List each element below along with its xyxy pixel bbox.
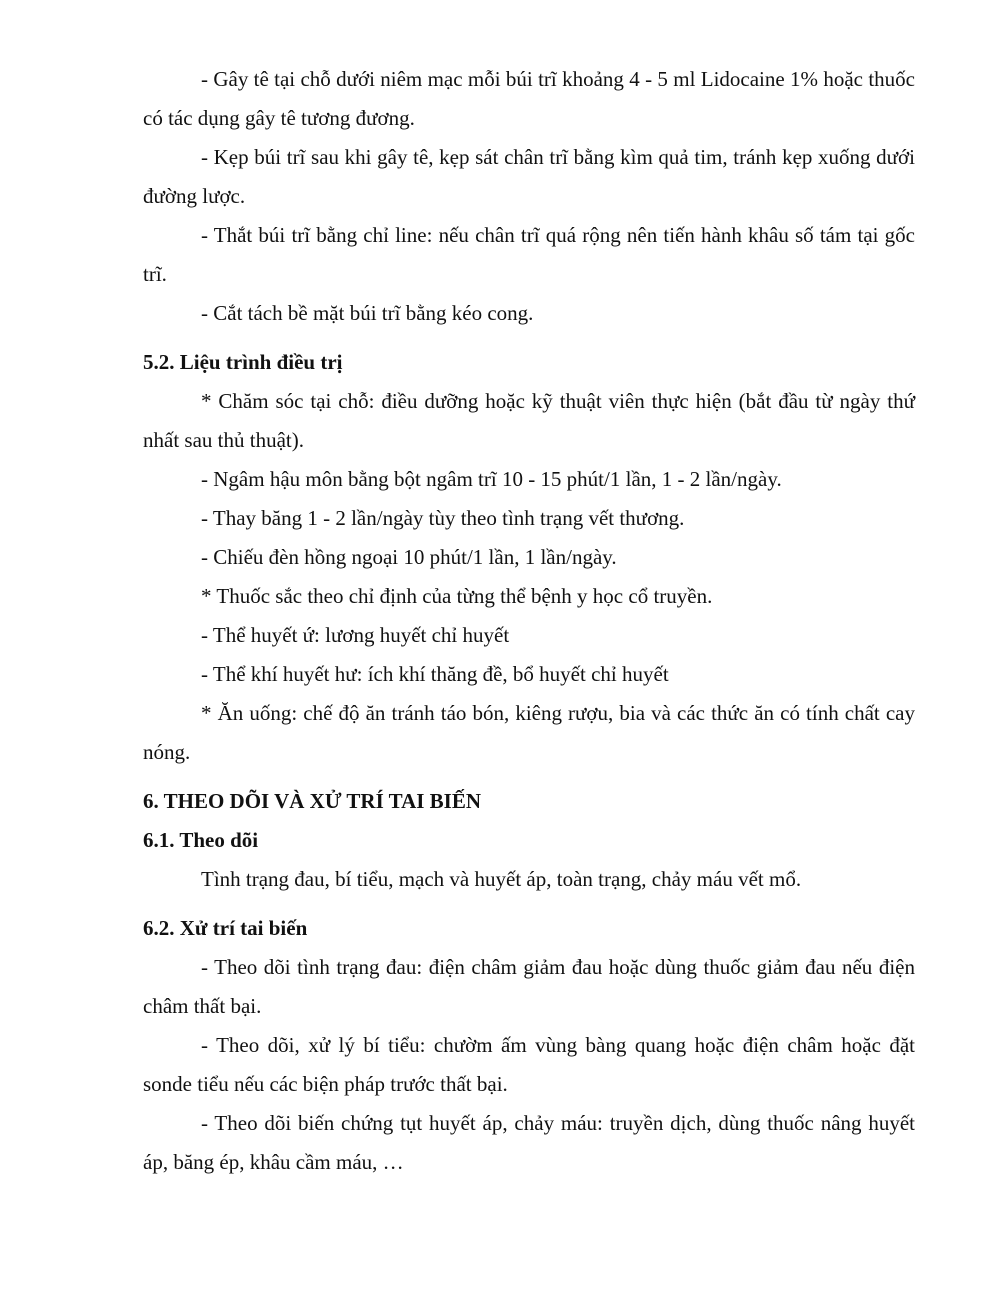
paragraph: - Thể khí huyết hư: ích khí thăng đề, bổ huyết chỉ huyết bbox=[201, 662, 669, 686]
paragraph: - Theo dõi tình trạng đau: điện châm giảm đau hoặc dùng thuốc giảm đau nếu điện châm thất bại. bbox=[143, 955, 915, 1018]
paragraph: - Kẹp búi trĩ sau khi gây tê, kẹp sát chân trĩ bằng kìm quả tim, tránh kẹp xuống dưới đường lược. bbox=[143, 145, 915, 208]
paragraph: - Theo dõi, xử lý bí tiểu: chườm ấm vùng bàng quang hoặc điện châm hoặc đặt sonde tiểu nếu các biện pháp trước thất bại. bbox=[143, 1033, 915, 1096]
paragraph: - Ngâm hậu môn bằng bột ngâm trĩ 10 - 15 phút/1 lần, 1 - 2 lần/ngày. bbox=[201, 467, 782, 491]
section-heading-6: 6. THEO DÕI VÀ XỬ TRÍ TAI BIẾN bbox=[143, 789, 482, 813]
paragraph: * Thuốc sắc theo chỉ định của từng thể bệnh y học cổ truyền. bbox=[201, 584, 713, 608]
document-page bbox=[143, 60, 915, 1182]
paragraph: * Ăn uống: chế độ ăn tránh táo bón, kiêng rượu, bia và các thức ăn có tính chất cay nóng. bbox=[143, 701, 915, 764]
paragraph: - Chiếu đèn hồng ngoại 10 phút/1 lần, 1 lần/ngày. bbox=[201, 545, 617, 569]
paragraph: * Chăm sóc tại chỗ: điều dưỡng hoặc kỹ thuật viên thực hiện (bắt đầu từ ngày thứ nhất sau thủ thuật). bbox=[143, 389, 915, 452]
section-heading-6-1: 6.1. Theo dõi bbox=[143, 828, 259, 852]
paragraph: - Thể huyết ứ: lương huyết chỉ huyết bbox=[201, 623, 510, 647]
paragraph: - Theo dõi biến chứng tụt huyết áp, chảy máu: truyền dịch, dùng thuốc nâng huyết áp, băng ép, khâu cầm máu, … bbox=[143, 1111, 915, 1174]
paragraph: - Thay băng 1 - 2 lần/ngày tùy theo tình trạng vết thương. bbox=[201, 506, 685, 530]
paragraph: Tình trạng đau, bí tiểu, mạch và huyết áp, toàn trạng, chảy máu vết mổ. bbox=[201, 867, 802, 891]
section-heading-6-2: 6.2. Xử trí tai biến bbox=[143, 916, 308, 940]
paragraph: - Gây tê tại chỗ dưới niêm mạc mỗi búi trĩ khoảng 4 - 5 ml Lidocaine 1% hoặc thuốc có tác dụng gây tê tương đương. bbox=[143, 67, 915, 130]
paragraph: - Cắt tách bề mặt búi trĩ bằng kéo cong. bbox=[201, 301, 534, 325]
section-heading-5-2: 5.2. Liệu trình điều trị bbox=[143, 350, 343, 374]
paragraph: - Thắt búi trĩ bằng chỉ line: nếu chân trĩ quá rộng nên tiến hành khâu số tám tại gốc trĩ. bbox=[143, 223, 915, 286]
